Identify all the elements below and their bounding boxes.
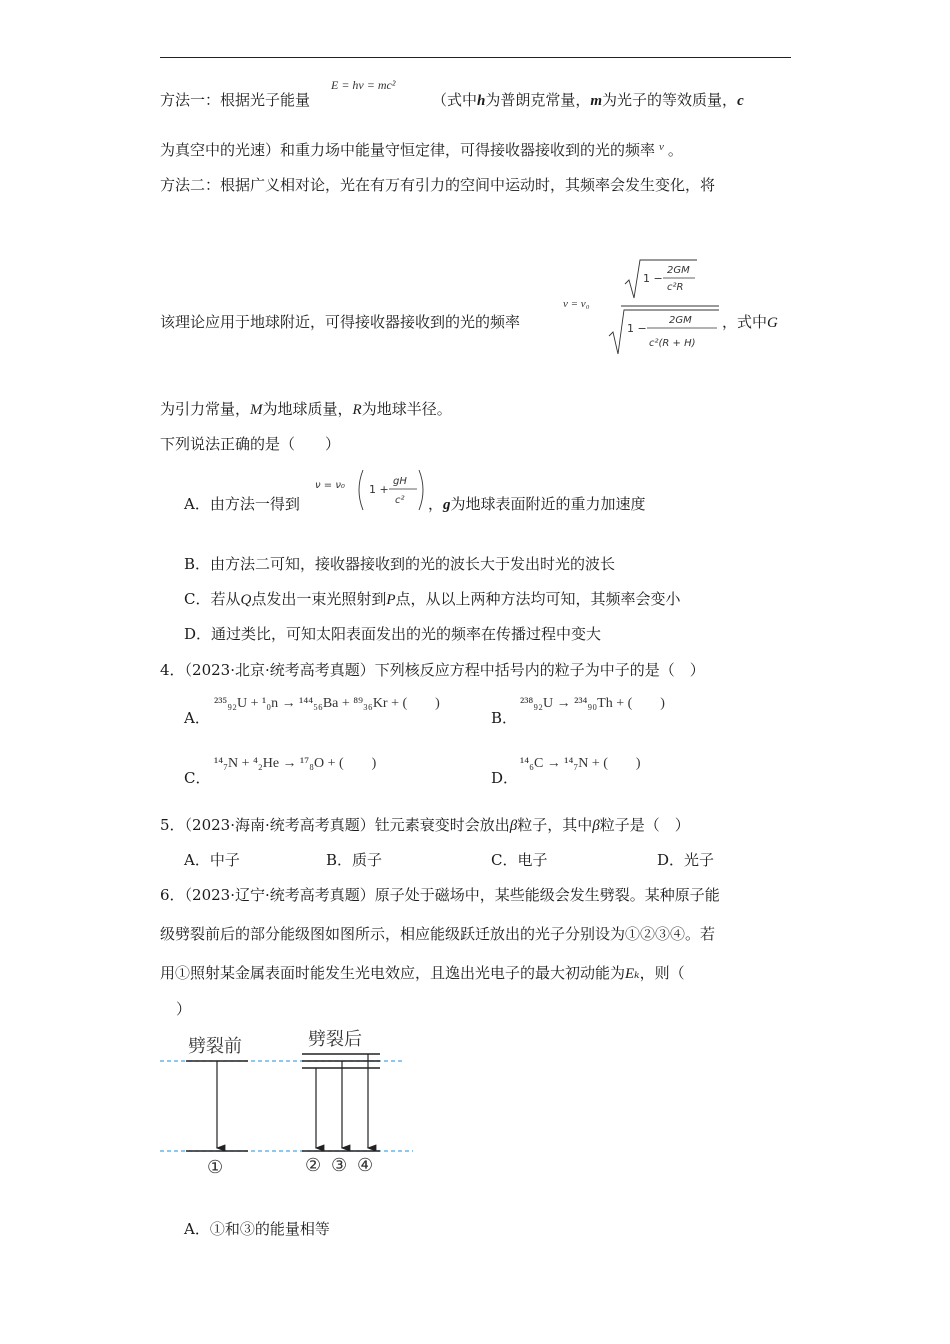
after-split-label: 劈裂后 (308, 1029, 362, 1050)
q3-option-d[interactable]: D．通过类比，可知太阳表面发出的光的频率在传播过程中变大 (184, 625, 602, 643)
q3-option-a[interactable]: A．由方法一得到 (184, 495, 300, 513)
q4-option-d-equation: ¹⁴₆C → ¹⁴₇N + ( ) (520, 756, 641, 771)
q4-option-b-equation: ²³⁸₉₂U → ²³⁴₉₀Th + ( ) (520, 696, 665, 711)
photon-label-4: ④ (357, 1155, 374, 1176)
q4-option-d-letter[interactable]: D． (491, 769, 519, 787)
q3-option-a-formula (315, 466, 427, 514)
q5-option-d[interactable]: D．光子 (657, 851, 715, 869)
q3-stem: 下列说法正确的是（ ） (160, 435, 341, 453)
q3-option-a-tail: ，g为地球表面附近的重力加速度 (428, 495, 646, 513)
q4-option-b-letter[interactable]: B． (491, 709, 518, 727)
photon-label-3: ③ (331, 1155, 348, 1176)
method2-line2: 该理论应用于地球附近，可得接收器接收到的光的频率 (160, 313, 521, 331)
header-rule (160, 57, 791, 58)
svg-text:1 +: 1 + (369, 483, 389, 496)
q4-option-a-letter[interactable]: A． (184, 709, 210, 727)
before-split-label: 劈裂前 (188, 1036, 242, 1057)
q5-option-c[interactable]: C．电子 (491, 851, 548, 869)
q5-stem: 5．（2023·海南·统考高考真题）钍元素衰变时会放出β粒子，其中β粒子是（ ） (160, 816, 690, 834)
method1-line2: 为真空中的光速）和重力场中能量守恒定律，可得接收器接收到的光的频率 $^\nu$ 。 (160, 141, 683, 159)
q4-option-a-equation: ²³⁵₉₂U + ¹₀n → ¹⁴⁴₅₆Ba + ⁸⁹₃₆Kr + ( ) (214, 696, 440, 711)
svg-text:ν = ν₀: ν = ν₀ (315, 480, 345, 491)
q4-stem: 4．（2023·北京·统考高考真题）下列核反应方程中括号内的粒子为中子的是（ ） (160, 661, 705, 679)
svg-text:c²R: c²R (667, 282, 684, 293)
svg-text:c²(R + H): c²(R + H) (649, 338, 696, 349)
gr-frequency-formula: ν = ν₀ 1 − 2GM c²R 1 − 2GM c²(R + H) (563, 258, 733, 358)
svg-text:gH: gH (393, 476, 407, 487)
method1-line1-tail: （式中h为普朗克常量，m为光子的等效质量，c (432, 91, 744, 109)
q6-line3: 用①照射某金属表面时能发生光电效应，且逸出光电子的最大初动能为Eₖ，则（ (160, 964, 685, 982)
svg-text:2GM: 2GM (669, 315, 692, 326)
photon-label-1: ① (207, 1157, 224, 1178)
q5-option-a[interactable]: A．中子 (184, 851, 240, 869)
q3-option-b[interactable]: B．由方法二可知，接收器接收到的光的波长大于发出时光的波长 (184, 555, 616, 573)
q6-line4: ） (176, 1000, 192, 1018)
q6-option-a[interactable]: A．①和③的能量相等 (184, 1220, 330, 1238)
method2-line1: 方法二：根据广义相对论，光在有万有引力的空间中运动时，其频率会发生变化，将 (160, 176, 716, 194)
method2-line2-tail: ，式中G (722, 313, 778, 331)
photon-label-2: ② (305, 1155, 322, 1176)
svg-text:c²: c² (395, 495, 405, 506)
q4-option-c-letter[interactable]: C． (184, 769, 211, 787)
svg-text:1 −: 1 − (643, 272, 663, 285)
method2-line3: 为引力常量，M为地球质量，R为地球半径。 (160, 400, 452, 418)
svg-text:1 −: 1 − (627, 322, 647, 335)
q5-option-b[interactable]: B．质子 (326, 851, 383, 869)
method1-line1: 方法一：根据光子能量 (160, 91, 311, 109)
q3-option-c[interactable]: C．若从Q点发出一束光照射到P点，从以上两种方法均可知，其频率会变小 (184, 590, 681, 608)
q6-line1: 6．（2023·辽宁·统考高考真题）原子处于磁场中，某些能级会发生劈裂。某种原子能 (160, 886, 720, 904)
svg-text:2GM: 2GM (667, 265, 690, 276)
q4-option-c-equation: ¹⁴₇N + ⁴₂He → ¹⁷₈O + ( ) (214, 756, 377, 771)
q6-line2: 级劈裂前后的部分能级图如图所示，相应能级跃迁放出的光子分别设为①②③④。若 (160, 925, 716, 943)
energy-level-diagram (155, 1020, 415, 1180)
photon-energy-formula: E = hν = mc² (331, 78, 396, 92)
